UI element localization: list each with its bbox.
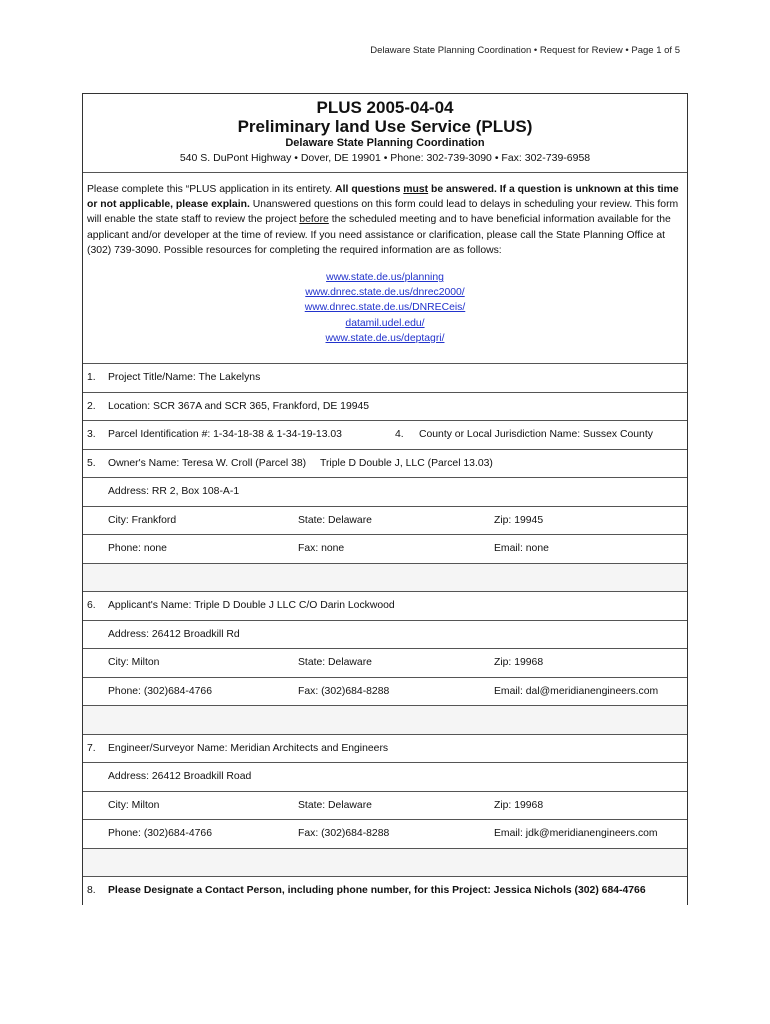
applicant-city-row (83, 649, 687, 678)
instructions-text-2: Unanswered questions on this form could lead to delays in scheduling your review. This form will enable the state staff to review the project (87, 199, 679, 226)
owner-name-2-field[interactable]: Triple D Double J, LLC (Parcel 13.03) (320, 457, 493, 469)
applicant-zip-field[interactable]: Zip: 19968 (494, 657, 544, 668)
instructions-before: before (299, 214, 329, 226)
owner-email-field[interactable]: Email: none (494, 543, 549, 554)
instructions-bold-2: be answered. If a question is unknown at this time or not applicable, please explain. (87, 184, 679, 211)
engineer-phone-field[interactable]: Phone: (302)684-4766 (108, 828, 212, 839)
question-number: 8. (87, 885, 96, 896)
instructions (83, 173, 687, 364)
applicant-phone-field[interactable]: Phone: (302)684-4766 (108, 685, 212, 697)
plus-form (82, 93, 688, 905)
engineer-address-row (83, 763, 687, 792)
question-8-contact (83, 877, 687, 906)
agency-name: Delaware State Planning Coordination (285, 137, 485, 149)
link-dnrec2000[interactable]: www.dnrec.state.de.us/dnrec2000/ (305, 287, 465, 299)
owner-fax-field[interactable]: Fax: none (298, 543, 345, 554)
location-field[interactable]: Location: SCR 367A and SCR 365, Frankford, DE 19945 (108, 400, 370, 412)
instructions-text-1: Please complete this “PLUS application in its entirety. (87, 184, 336, 195)
engineer-state-field[interactable]: State: Delaware (298, 799, 372, 811)
question-number: 2. (87, 400, 96, 412)
engineer-city-field[interactable]: City: Milton (108, 799, 160, 811)
project-title-field[interactable]: Project Title/Name: The Lakelyns (108, 372, 261, 383)
instructions-bold-1: All questions (335, 184, 404, 195)
running-header: Delaware State Planning Coordination • Request for Review • Page 1 of 5 (370, 45, 680, 56)
applicant-phone-row (83, 678, 687, 707)
agency-address: 540 S. DuPont Highway • Dover, DE 19901 • Phone: 302-739-3090 • Fax: 302-739-6958 (179, 152, 591, 164)
jurisdiction-field[interactable]: County or Local Jurisdiction Name: Sussex County (419, 429, 653, 440)
applicant-email-field[interactable]: Email: dal@meridianengineers.com (494, 685, 659, 697)
link-planning[interactable]: www.state.de.us/planning (326, 272, 444, 284)
owner-phone-row (83, 535, 687, 564)
owner-city-row (83, 507, 687, 536)
owner-name-field[interactable]: Owner's Name: Teresa W. Croll (Parcel 38) (108, 457, 307, 469)
question-6-applicant (83, 592, 687, 621)
engineer-city-row (83, 792, 687, 821)
engineer-zip-field[interactable]: Zip: 19968 (494, 799, 544, 811)
engineer-phone-row (83, 820, 687, 849)
spacer-row (83, 564, 687, 593)
owner-city-field[interactable]: City: Frankford (108, 514, 177, 526)
applicant-address-field[interactable]: Address: 26412 Broadkill Rd (108, 628, 240, 640)
applicant-name-field[interactable]: Applicant's Name: Triple D Double J LLC C/O Darin Lockwood (108, 600, 395, 611)
engineer-address-field[interactable]: Address: 26412 Broadkill Road (108, 771, 252, 782)
question-1 (83, 364, 687, 393)
owner-address-row (83, 478, 687, 507)
question-2 (83, 393, 687, 422)
applicant-city-field[interactable]: City: Milton (108, 657, 160, 668)
parcel-id-field[interactable]: Parcel Identification #: 1-34-18-38 & 1-34-19-13.03 (108, 429, 342, 440)
owner-state-field[interactable]: State: Delaware (298, 514, 372, 526)
link-datamil[interactable]: datamil.udel.edu/ (345, 317, 425, 329)
owner-zip-field[interactable]: Zip: 19945 (494, 514, 544, 526)
question-number: 3. (87, 429, 96, 440)
question-number: 1. (87, 372, 96, 383)
owner-phone-field[interactable]: Phone: none (108, 543, 167, 554)
question-number: 6. (87, 600, 96, 611)
applicant-state-field[interactable]: State: Delaware (298, 657, 372, 668)
contact-person-field[interactable]: Please Designate a Contact Person, including phone number, for this Project: Jessica Nichols (302) 684-4766 (108, 885, 646, 896)
engineer-name-field[interactable]: Engineer/Surveyor Name: Meridian Architects and Engineers (108, 742, 389, 754)
question-5-owner (83, 450, 687, 479)
spacer-row (83, 849, 687, 878)
instructions-text-3: the scheduled meeting and to have beneficial information available for the applicant and/or developer at the time of review. If you need assistance or clarification, please call the State Planning Office at (302) 739-3090. Possible resources for completing the required information are as follows: (87, 214, 671, 256)
spacer-row (83, 706, 687, 735)
link-dnreceis[interactable]: www.dnrec.state.de.us/DNRECeis/ (304, 302, 466, 314)
question-number: 7. (87, 742, 96, 754)
question-3-4 (83, 421, 687, 450)
owner-address-field[interactable]: Address: RR 2, Box 108-A-1 (108, 486, 240, 497)
question-7-engineer (83, 735, 687, 764)
resource-links (87, 270, 683, 346)
instructions-must: must (403, 184, 429, 195)
form-number: PLUS 2005-04-04 (316, 98, 454, 117)
applicant-address-row (83, 621, 687, 650)
engineer-fax-field[interactable]: Fax: (302)684-8288 (298, 828, 390, 839)
engineer-email-field[interactable]: Email: jdk@meridianengineers.com (494, 828, 658, 839)
title-block (83, 94, 687, 173)
question-number: 4. (395, 429, 404, 440)
question-number: 5. (87, 457, 96, 469)
link-deptagri[interactable]: www.state.de.us/deptagri/ (325, 332, 445, 344)
form-title: Preliminary land Use Service (PLUS) (237, 117, 533, 136)
applicant-fax-field[interactable]: Fax: (302)684-8288 (298, 685, 390, 697)
